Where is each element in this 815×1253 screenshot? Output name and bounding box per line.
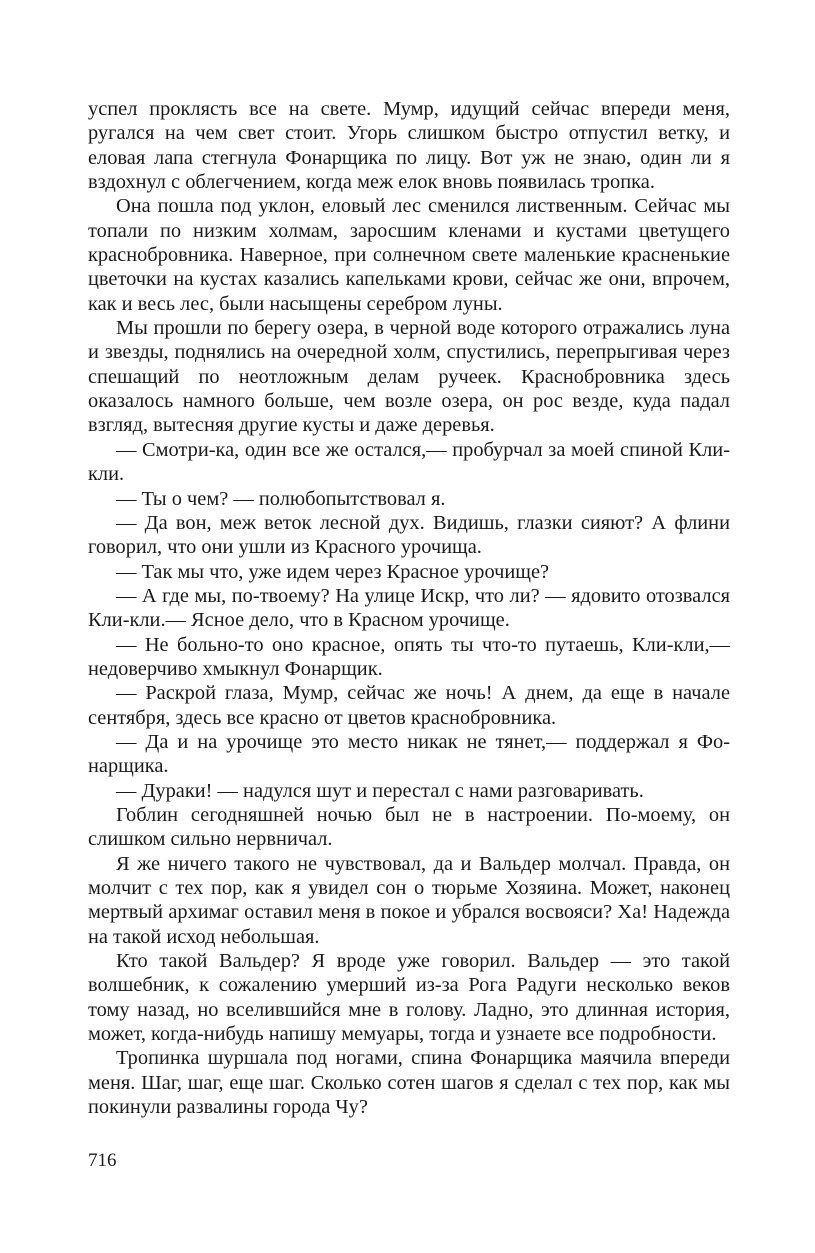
paragraph: Мы прошли по берегу озера, в черной воде которого отражались луна и звезды, поднялись на очередной холм, спустились, перепрыгивая через спешащий по неотложным делам ручеек. Краснобровника здесь оказалось намного больше, чем возле озера, он рос везде, куда падал взгляд, вытесняя другие кусты и даже деревья. bbox=[88, 317, 730, 437]
dialogue-line: — Да и на урочище это место никак не тянет,— поддержал я Фонарщика. bbox=[88, 730, 730, 778]
dialogue-line: — Раскрой глаза, Мумр, сейчас же ночь! А днем, да еще в начале сентября, здесь все красно от цветов краснобровника. bbox=[88, 682, 730, 729]
dialogue-line: — Смотри-ка, один все же остался,— пробурчал за моей спиной Кли-кли. bbox=[88, 438, 730, 486]
paragraph: Гоблин сегодняшней ночью был не в настроении. По-моему, он слишком сильно нервничал. bbox=[88, 803, 730, 851]
paragraph: Кто такой Вальдер? Я вроде уже говорил. Вальдер — это такой волшебник, к сожалению умерший из-за Рога Радуги несколько веков тому назад, но вселившийся мне в голову. Ладно, это длинная история, может, когда-нибудь напишу мемуары, тогда и узнаете все подробности. bbox=[88, 950, 730, 1046]
dialogue-line: — Так мы что, уже идем через Красное урочище? bbox=[116, 560, 550, 583]
dialogue-line: — Да вон, меж веток лесной дух. Видишь, глазки сияют? А флини говорил, что они ушли из Красного урочища. bbox=[88, 511, 730, 559]
dialogue-line: — Дураки! — надулся шут и перестал с нами разговаривать. bbox=[116, 779, 644, 802]
body-text bbox=[88, 97, 730, 1119]
dialogue-line: — А где мы, по-твоему? На улице Искр, что ли? — ядовито отозвался Кли-кли.— Ясное дело, что в Красном урочище. bbox=[88, 584, 730, 632]
paragraph: Тропинка шуршала под ногами, спина Фонарщика маячила впереди меня. Шаг, шаг, еще шаг. Сколько сотен шагов я сделал с тех пор, как мы покинули развалины города Чу? bbox=[88, 1047, 730, 1119]
paragraph: Я же ничего такого не чувствовал, да и Вальдер молчал. Правда, он молчит с тех пор, как я увидел сон о тюрьме Хозяина. Может, наконец мертвый архимаг оставил меня в покое и убрался восвояси? Ха! Надежда на такой исход небольшая. bbox=[88, 852, 730, 948]
dialogue-line: — Не больно-то оно красное, опять ты что-то путаешь, Кли-кли,— недоверчиво хмыкнул Фонарщик. bbox=[88, 633, 730, 680]
dialogue-line: — Ты о чем? — полюбопытствовал я. bbox=[116, 487, 446, 510]
paragraph: Она пошла под уклон, еловый лес сменился лиственным. Сейчас мы топали по низким холмам, заросшим кленами и кустами цветущего краснобровника. Наверное, при солнечном свете маленькие красненькие цветочки на кустах казались капельками крови, сейчас же они, впрочем, как и весь лес, были насыщены серебром луны. bbox=[88, 195, 730, 315]
paragraph: успел проклясть все на свете. Мумр, идущий сейчас впереди меня, ругался на чем свет стоит. Угорь слишком быстро отпустил ветку, и еловая лапа стегнула Фонарщика по лицу. Вот уж не знаю, один ли я вздохнул с облегчением, когда меж елок вновь появилась тропка. bbox=[88, 98, 730, 194]
page-number: 716 bbox=[88, 1150, 117, 1171]
